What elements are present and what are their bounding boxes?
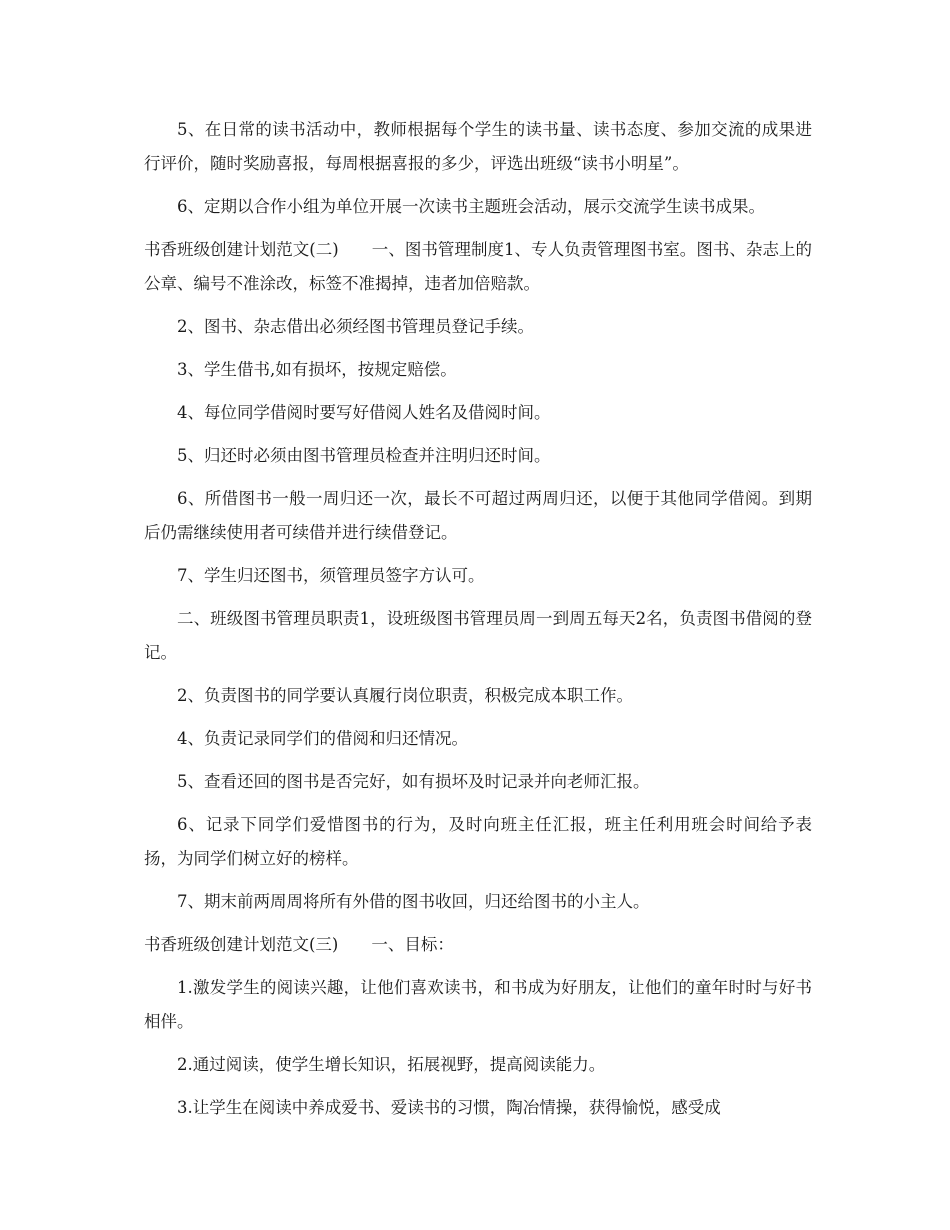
paragraph-librarian-duty-1: 二、班级图书管理员职责1，设班级图书管理员周一到周五每天2名，负责图书借阅的登记。 <box>144 609 812 662</box>
section-heading-plan-two: 书香班级创建计划范文(二) 一、图书管理制度1、专人负责管理图书室。图书、杂志上的公章、编号不准涂改，标签不准揭掉，违者加倍赔款。 <box>144 240 812 293</box>
paragraph-rule-4: 4、每位同学借阅时要写好借阅人姓名及借阅时间。 <box>177 403 551 422</box>
paragraph-goal-1: 1.激发学生的阅读兴趣，让他们喜欢读书，和书成为好朋友，让他们的童年时时与好书相伴。 <box>144 978 812 1031</box>
paragraph-librarian-duty-7: 7、期末前两周周将所有外借的图书收回，归还给图书的小主人。 <box>177 892 650 911</box>
paragraph-rule-6: 6、所借图书一般一周归还一次，最长不可超过两周归还，以便于其他同学借阅。到期后仍需继续使用者可续借并进行续借登记。 <box>144 489 812 542</box>
document-body <box>144 113 812 1134</box>
paragraph-librarian-duty-6: 6、记录下同学们爱惜图书的行为，及时向班主任汇报，班主任利用班会时间给予表扬，为同学们树立好的榜样。 <box>144 815 812 868</box>
paragraph-rule-7: 7、学生归还图书，须管理员签字方认可。 <box>177 566 485 585</box>
paragraph-rule-5: 5、归还时必须由图书管理员检查并注明归还时间。 <box>177 446 551 465</box>
section-heading-plan-three: 书香班级创建计划范文(三) 一、目标： <box>144 935 454 954</box>
paragraph-librarian-duty-4: 4、负责记录同学们的借阅和归还情况。 <box>177 729 468 748</box>
paragraph-5-reading-evaluation: 5、在日常的读书活动中，教师根据每个学生的读书量、读书态度、参加交流的成果进行评价，随时奖励喜报，每周根据喜报的多少，评选出班级“读书小明星”。 <box>144 120 812 173</box>
paragraph-goal-3: 3.让学生在阅读中养成爱书、爱读书的习惯，陶冶情操，获得愉悦，感受成 <box>177 1098 721 1117</box>
paragraph-rule-3: 3、学生借书,如有损坏，按规定赔偿。 <box>177 360 457 379</box>
paragraph-6-reading-class-meeting: 6、定期以合作小组为单位开展一次读书主题班会活动，展示交流学生读书成果。 <box>177 197 765 216</box>
paragraph-librarian-duty-2: 2、负责图书的同学要认真履行岗位职责，积极完成本职工作。 <box>177 686 633 705</box>
paragraph-goal-2: 2.通过阅读，使学生增长知识，拓展视野，提高阅读能力。 <box>177 1055 606 1074</box>
paragraph-rule-2: 2、图书、杂志借出必须经图书管理员登记手续。 <box>177 317 534 336</box>
paragraph-librarian-duty-5: 5、查看还回的图书是否完好，如有损坏及时记录并向老师汇报。 <box>177 772 650 791</box>
